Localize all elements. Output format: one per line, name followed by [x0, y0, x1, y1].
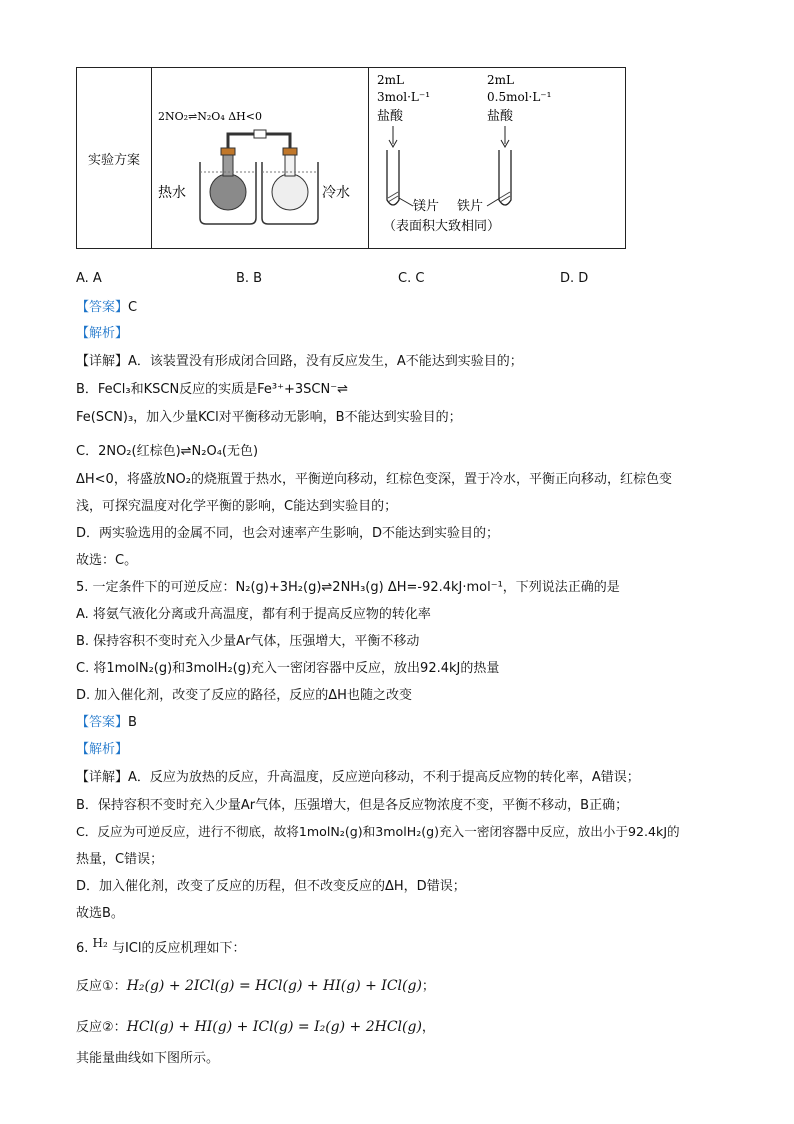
reaction-1-label: 反应①：	[76, 979, 127, 994]
answer-value: C	[128, 300, 138, 315]
stopper-icon	[221, 148, 235, 155]
answer-value: B	[128, 715, 137, 730]
reaction-1-end: ；	[421, 979, 435, 994]
q6-tail: 其能量曲线如下图所示。	[76, 1051, 220, 1066]
rate-experiment-cell	[369, 68, 626, 249]
analysis-line: 【详解】A．该装置没有形成闭合回路，没有反应发生，A不能达到实验目的；	[76, 354, 523, 369]
q5-option-d: D. 加入催化剂，改变了反应的路径，反应的ΔH也随之改变	[76, 688, 412, 703]
analysis-line: D．两实验选用的金属不同，也会对速率产生影响，D不能达到实验目的；	[76, 526, 500, 541]
metal2-label: 铁片	[457, 199, 484, 214]
answer-tag: 【答案】	[76, 715, 129, 730]
acid-metal-diagram	[369, 68, 625, 244]
row-label-cell	[77, 68, 152, 249]
equation-label: 2NO₂⇌N₂O₄ ΔH<0	[158, 110, 262, 123]
tube2-acid: 盐酸	[487, 109, 514, 124]
analysis-line: ΔH<0，将盛放NO₂的烧瓶置于热水，平衡逆向移动，红棕色变深，置于冷水，平衡正向移动，红棕色变	[76, 472, 673, 487]
surface-note: （表面积大致相同）	[383, 219, 501, 234]
metal-strip-2	[500, 192, 510, 202]
q5-option-a: A. 将氨气液化分离或升高温度，都有利于提高反应物的转化率	[76, 607, 431, 622]
q6-stem	[76, 937, 246, 956]
clamp-icon	[254, 130, 266, 138]
no2-equilibrium-diagram	[152, 68, 368, 244]
q4-analysis-tag: 【解析】	[76, 326, 129, 341]
label-line-1	[399, 198, 413, 206]
reaction-1	[76, 975, 435, 994]
analysis-line: 浅，可探究温度对化学平衡的影响，C能达到实验目的；	[76, 499, 398, 514]
analysis-line: Fe(SCN)₃，加入少量KCl对平衡移动无影响，B不能达到实验目的；	[76, 410, 462, 425]
analysis-line: 故选B。	[76, 906, 124, 921]
reaction-2-equation: HCl(g) + HI(g) + ICl(g) = I₂(g) + 2HCl(g)	[126, 1019, 422, 1035]
analysis-line: C．2NO₂(红棕色)⇌N₂O₄(无色)	[76, 444, 259, 459]
answer-tag: 【答案】	[76, 300, 129, 315]
analysis-line: 热量，C错误；	[76, 852, 164, 867]
q5-option-c: C. 将1molN₂(g)和3molH₂(g)充入一密闭容器中反应，放出92.4kJ的热量	[76, 661, 500, 676]
q5-stem: 5. 一定条件下的可逆反应：N₂(g)+3H₂(g)⇌2NH₃(g) ΔH=-92.4kJ·mol⁻¹，下列说法正确的是	[76, 580, 620, 595]
analysis-line: C．反应为可逆反应，进行不彻底，故将1molN₂(g)和3molH₂(g)充入一密闭容器中反应，放出小于92.4kJ的	[76, 824, 680, 839]
hot-water-label: 热水	[158, 185, 186, 201]
q5-analysis-tag: 【解析】	[76, 742, 129, 757]
q5-answer	[76, 711, 137, 730]
label-line-2	[487, 198, 500, 206]
analysis-line: B．保持容积不变时充入少量Ar气体，压强增大，但是各反应物浓度不变，平衡不移动，B正确；	[76, 798, 629, 813]
option-c: C. C	[398, 271, 425, 286]
row-label: 实验方案	[87, 152, 140, 168]
flask-dark-icon	[210, 174, 246, 210]
option-d: D. D	[560, 271, 589, 286]
option-b: B. B	[236, 271, 263, 286]
q5-option-b: B. 保持容积不变时充入少量Ar气体，压强增大，平衡不移动	[76, 634, 420, 649]
tube1-acid: 盐酸	[377, 109, 404, 124]
q6-formula: H₂	[92, 936, 108, 950]
q4-answer	[76, 296, 137, 315]
analysis-line: 故选：C。	[76, 553, 138, 568]
reaction-2-end: ，	[421, 1020, 435, 1035]
tube2-conc: 0.5mol·L⁻¹	[487, 90, 552, 104]
stopper-icon-2	[283, 148, 297, 155]
cold-water-label: 冷水	[322, 185, 350, 201]
reaction-2-label: 反应②：	[76, 1020, 127, 1035]
experiment-table	[76, 67, 626, 249]
option-a: A. A	[76, 271, 102, 286]
tube1-conc: 3mol·L⁻¹	[377, 90, 431, 104]
q6-text: 与ICl的反应机理如下：	[111, 941, 246, 956]
analysis-line: B．FeCl₃和KSCN反应的实质是Fe³⁺+3SCN⁻⇌	[76, 382, 348, 397]
reaction-2	[76, 1016, 435, 1035]
reaction-1-equation: H₂(g) + 2ICl(g) = HCl(g) + HI(g) + ICl(g)	[126, 978, 422, 994]
metal-strip-1	[388, 192, 398, 202]
analysis-line: D．加入催化剂，改变了反应的历程，但不改变反应的ΔH，D错误；	[76, 879, 466, 894]
tube2-volume: 2mL	[487, 73, 514, 87]
flask-light-icon	[272, 174, 308, 210]
q6-number: 6.	[76, 941, 89, 956]
metal1-label: 镁片	[413, 199, 440, 214]
tube1-volume: 2mL	[377, 73, 404, 87]
analysis-line: 【详解】A．反应为放热的反应，升高温度，反应逆向移动，不利于提高反应物的转化率，A错误；	[76, 770, 640, 785]
equilibrium-diagram-cell	[152, 68, 369, 249]
